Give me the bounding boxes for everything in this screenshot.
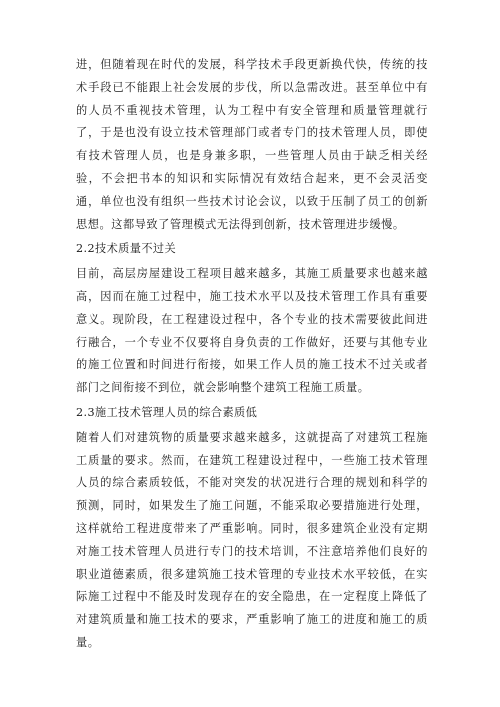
body-paragraph-2-3: 随着人们对建筑物的质量要求越来越多，这就提高了对建筑工程施工质量的要求。然而，在建筑工程建设过程中，一些施工技术管理人员的综合素质较低，不能对突发的状况进行合理的规划和科学的预测，同时，如果发生了施工问题，不能采取必要措施进行处理，这样就给工程进度带来了严重影响。同时，很多建筑企业没有定期对施工技术管理人员进行专门的技术培训，不注意培养他们良好的职业道德素质，很多建筑施工技术管理的专业技术水平较低，在实际施工过程中不能及时发现存在的安全隐患，在一定程度上降低了对建筑质量和施工技术的要求，严重影响了施工的进度和施工的质量。 (76, 430, 428, 649)
section-heading-2-3: 2.3施工技术管理人员的综合素质低 (76, 405, 258, 419)
body-paragraph-2-2: 目前，高层房屋建设工程项目越来越多，其施工质量要求也越来越高，因而在施工过程中，施工技术水平以及技术管理工作具有重要意义。现阶段，在工程建设过程中，各个专业的技术需要彼此间进行融合，一个专业不仅要将自身负责的工作做好，还要与其他专业的施工位置和时间进行衔接，如果工作人员的施工技术不过关或者部门之间衔接不到位，就会影响整个建筑工程施工质量。 (76, 267, 428, 395)
document-page (76, 54, 428, 655)
body-paragraph-intro: 进，但随着现在时代的发展，科学技术手段更新换代快，传统的技术手段已不能跟上社会发展的步伐，所以急需改进。甚至单位中有的人员不重视技术管理，认为工程中有安全管理和质量管理就行了，于是也没有设立技术管理部门或者专门的技术管理人员，即使有技术管理人员，也是身兼多职，一些管理人员由于缺乏相关经验，不会把书本的知识和实际情况有效结合起来，更不会灵活变通，单位也没有组织一些技术讨论会议，以致于压制了员工的创新思想。这都导致了管理模式无法得到创新，技术管理进步缓慢。 (76, 58, 428, 231)
section-heading-2-2: 2.2技术质量不过关 (76, 242, 177, 256)
